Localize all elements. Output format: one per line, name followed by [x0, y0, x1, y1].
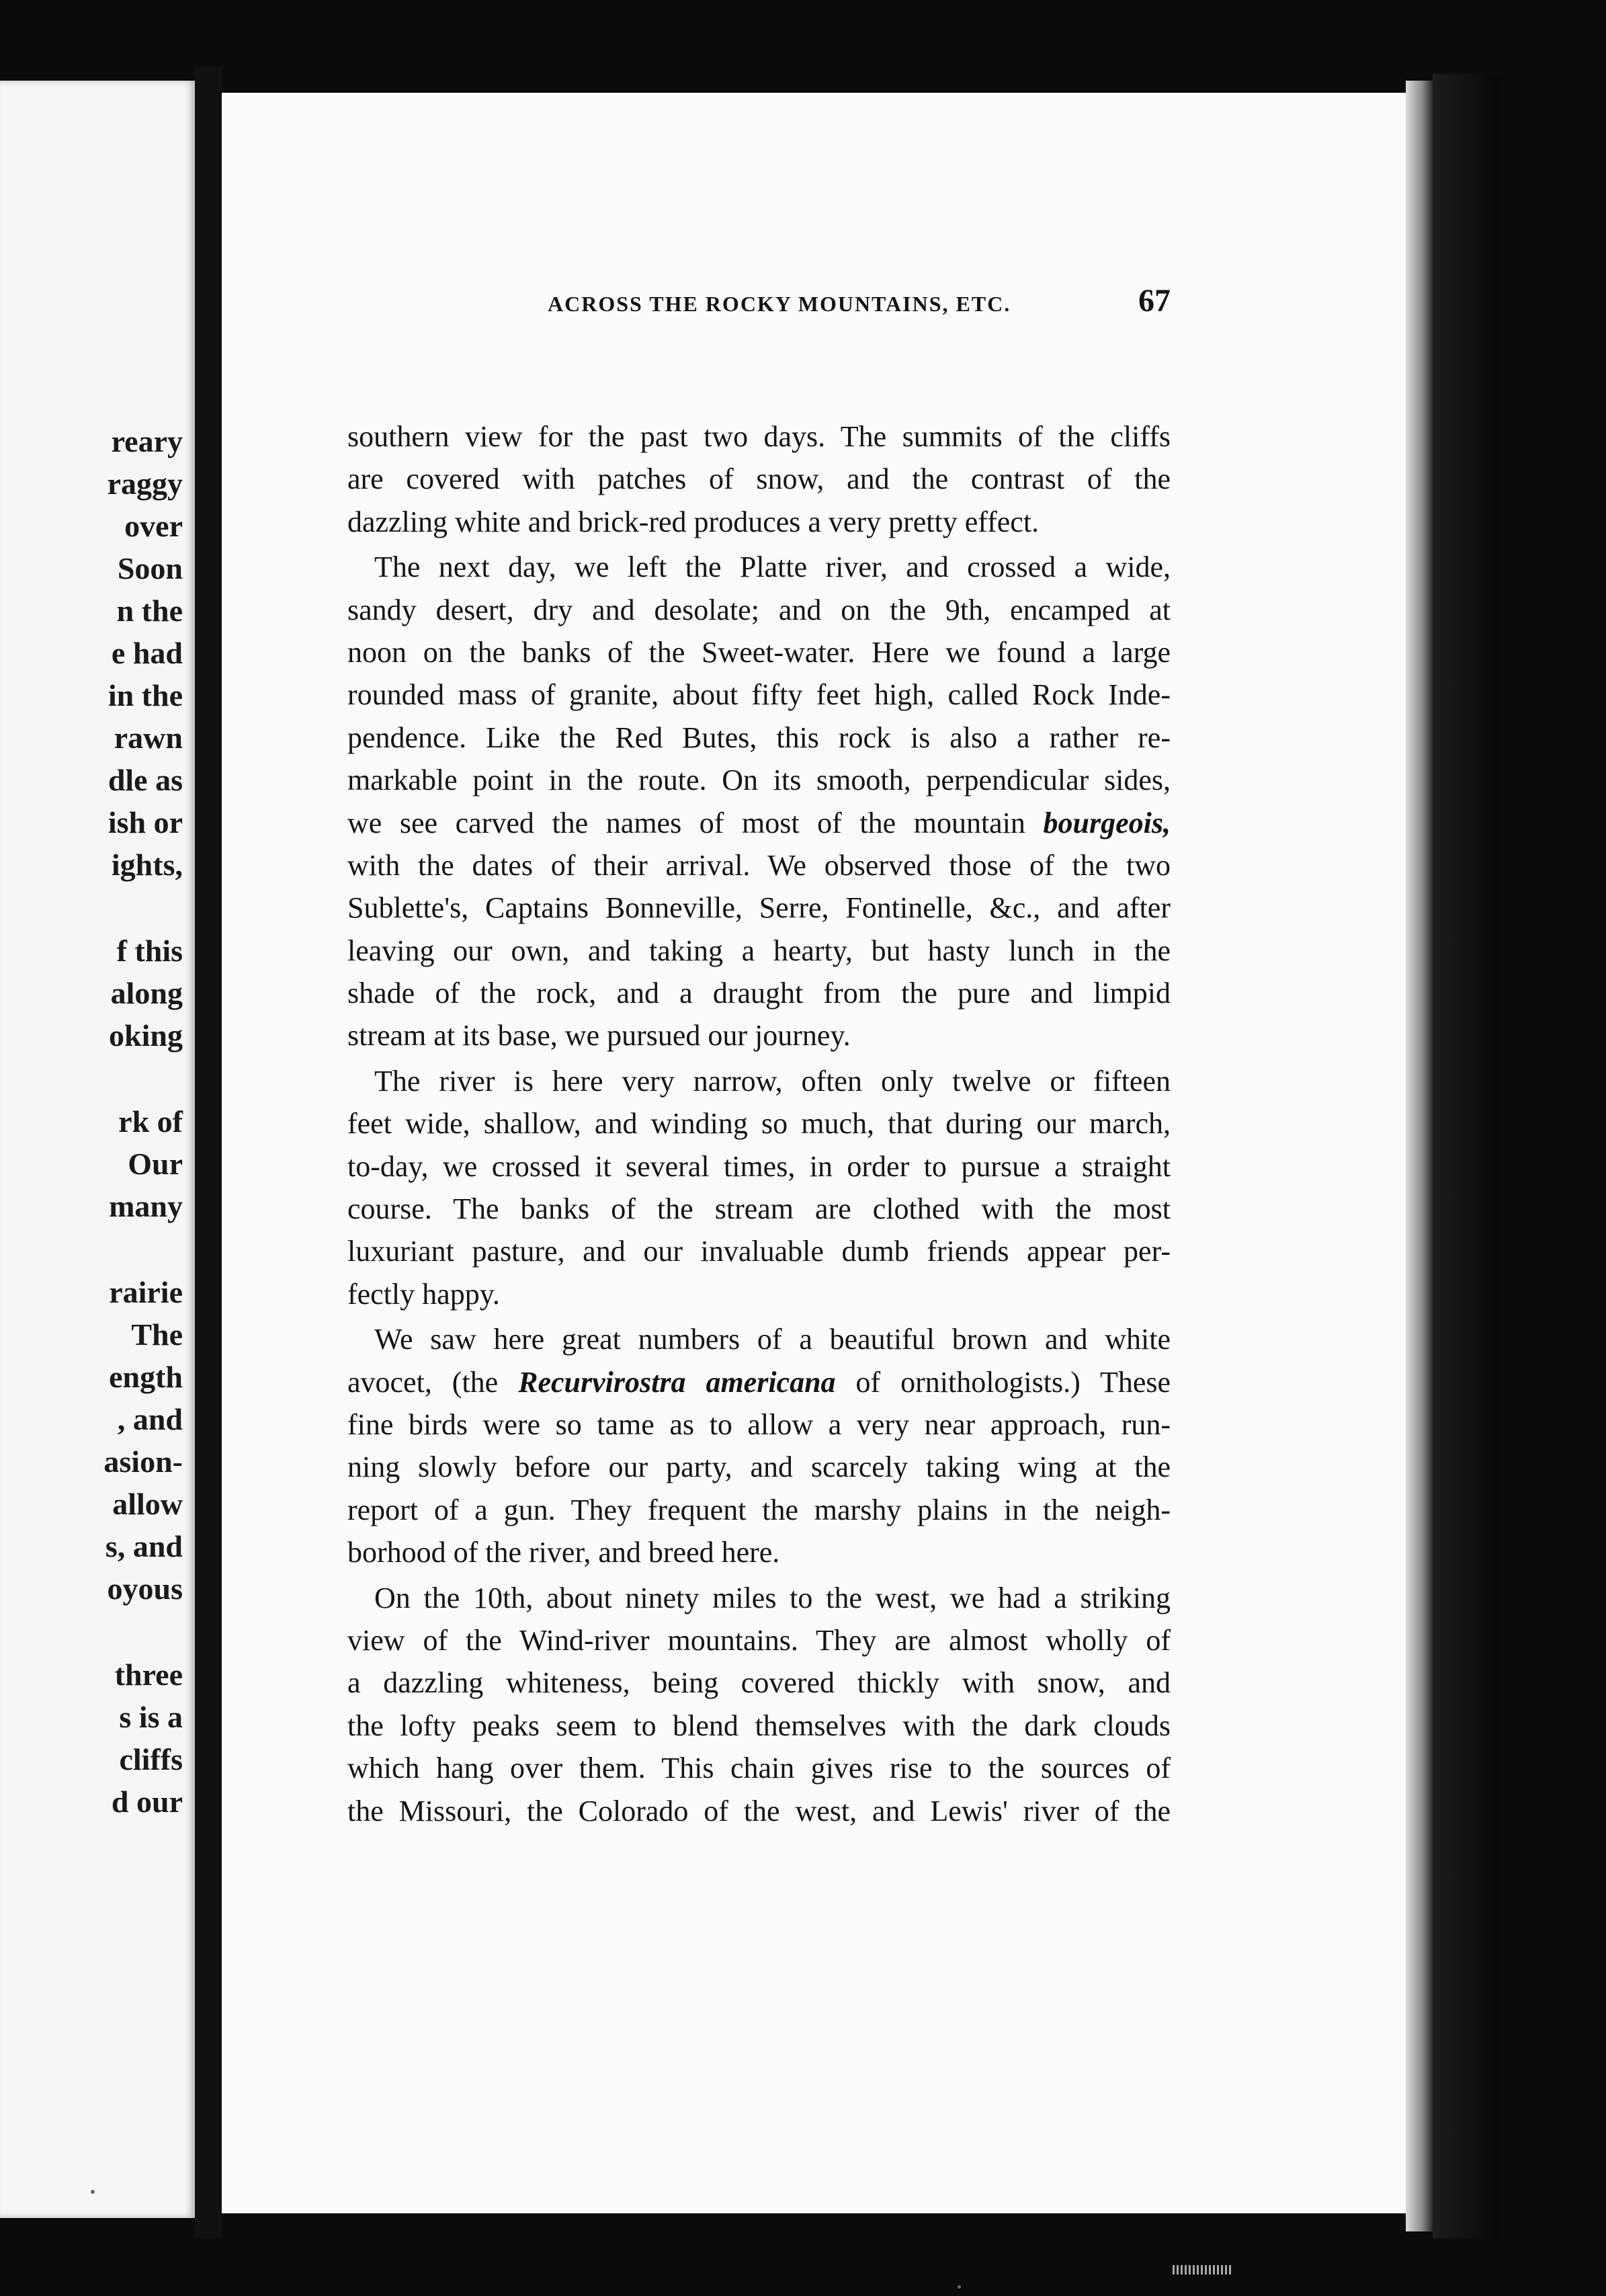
facing-line: rk of — [118, 1104, 183, 1139]
scan-speck — [958, 2285, 961, 2289]
italic-term: bourgeois, — [1043, 806, 1171, 839]
facing-line: s is a — [119, 1700, 183, 1734]
text-line: the lofty peaks seem to blend themselves with the dark clouds — [347, 1709, 1171, 1742]
text-line-start: we see carved the names of most of the mountain — [347, 806, 1044, 839]
paragraph — [347, 546, 1171, 1057]
text-line: sandy desert, dry and desolate; and on the 9th, encamped at — [347, 593, 1171, 626]
facing-line: ength — [109, 1360, 183, 1394]
text-line: We saw here great numbers of a beautiful brown and white — [374, 1323, 1171, 1356]
text-line: to-day, we crossed it several times, in order to pursue a straight — [347, 1149, 1171, 1183]
facing-line: along — [110, 976, 183, 1010]
text-line: fectly happy. — [347, 1277, 500, 1311]
text-line: luxuriant pasture, and our invaluable dumb friends appear per- — [347, 1235, 1171, 1268]
running-head — [323, 282, 1183, 329]
text-line: borhood of the river, and breed here. — [347, 1536, 780, 1569]
text-line: shade of the rock, and a draught from the pure and limpid — [347, 977, 1171, 1010]
facing-line: many — [109, 1189, 183, 1223]
text-line: feet wide, shallow, and winding so much, that during our march, — [347, 1107, 1171, 1141]
text-line: stream at its base, we pursued our journey. — [347, 1019, 851, 1053]
facing-line: oking — [109, 1018, 183, 1053]
text-line: ning slowly before our party, and scarcely taking wing at the — [347, 1450, 1171, 1484]
text-line: fine birds were so tame as to allow a very near approach, run- — [347, 1407, 1171, 1441]
text-line: rounded mass of granite, about fifty feet high, called Rock Inde- — [347, 678, 1171, 712]
text-line-start: avocet, (the — [347, 1365, 519, 1399]
facing-line: d our — [111, 1785, 183, 1819]
text-line: southern view for the past two days. The summits of the cliffs — [347, 420, 1171, 453]
scan-speck — [91, 2190, 95, 2194]
facing-line: in the — [108, 678, 183, 712]
facing-line: e had — [111, 636, 183, 670]
book-gutter — [195, 67, 222, 2238]
text-line: view of the Wind-river mountains. They are almost wholly of — [347, 1623, 1171, 1657]
paragraph — [347, 1060, 1171, 1315]
facing-line: cliffs — [119, 1742, 183, 1776]
facing-line: Soon — [117, 551, 183, 585]
text-line: On the 10th, about ninety miles to the west, we had a striking — [374, 1581, 1171, 1614]
text-line: the Missouri, the Colorado of the west, and Lewis' river of the — [347, 1794, 1171, 1828]
text-line: The next day, we left the Platte river, and crossed a wide, — [374, 550, 1171, 584]
facing-line: s, and — [105, 1529, 183, 1563]
text-line: markable point in the route. On its smooth, perpendicular sides, — [347, 764, 1171, 797]
facing-line: Our — [128, 1147, 183, 1181]
text-line: with the dates of their arrival. We observed those of the two — [347, 848, 1171, 882]
facing-line: three — [114, 1657, 183, 1692]
scan-noise — [1173, 2265, 1233, 2274]
text-line: a dazzling whiteness, being covered thickly with snow, and — [347, 1666, 1171, 1700]
text-line-end: of ornithologists.) These — [835, 1365, 1171, 1399]
text-line: pendence. Like the Red Butes, this rock is also a rather re- — [347, 721, 1171, 754]
text-line: course. The banks of the stream are clothed with the most — [347, 1192, 1171, 1226]
facing-page-left — [0, 81, 195, 2218]
facing-line: raggy — [107, 466, 183, 501]
text-line — [347, 1361, 1171, 1403]
facing-line: rawn — [114, 721, 183, 755]
page-stack-shadow — [1433, 74, 1500, 2238]
facing-line: oyous — [107, 1571, 183, 1606]
paragraph — [347, 1318, 1171, 1573]
facing-line: dle as — [108, 763, 183, 797]
facing-line: ish or — [108, 805, 183, 839]
running-title: ACROSS THE ROCKY MOUNTAINS, ETC. — [548, 292, 1011, 316]
page-number: 67 — [1138, 283, 1171, 319]
page-edge — [1406, 81, 1433, 2231]
text-line: Sublette's, Captains Bonneville, Serre, Fontinelle, &c., and after — [347, 891, 1171, 925]
text-line: are covered with patches of snow, and the contrast of the — [347, 462, 1171, 496]
text-line: The river is here very narrow, often only twelve or fifteen — [374, 1064, 1171, 1098]
facing-line: , and — [117, 1402, 183, 1436]
text-line: which hang over them. This chain gives rise to the sources of — [347, 1752, 1171, 1785]
italic-term: Recurvirostra americana — [518, 1365, 836, 1399]
text-line — [347, 802, 1171, 844]
facing-line: The — [131, 1317, 183, 1352]
facing-line: ights, — [111, 848, 183, 882]
facing-line: allow — [112, 1487, 183, 1521]
paragraph — [347, 1577, 1171, 1832]
text-line: leaving our own, and taking a hearty, but hasty lunch in the — [347, 934, 1171, 967]
text-line: noon on the banks of the Sweet-water. Here we found a large — [347, 635, 1171, 669]
text-line: dazzling white and brick-red produces a very pretty effect. — [347, 505, 1040, 538]
facing-line: n the — [116, 593, 183, 628]
body-text — [347, 415, 1171, 1832]
text-line: report of a gun. They frequent the marshy plains in the neigh- — [347, 1493, 1171, 1526]
paragraph — [347, 415, 1171, 543]
facing-line: f this — [116, 934, 183, 968]
facing-line: rairie — [109, 1275, 183, 1309]
facing-line: asion- — [103, 1444, 183, 1479]
facing-line: over — [124, 509, 183, 543]
facing-line: reary — [111, 424, 183, 458]
